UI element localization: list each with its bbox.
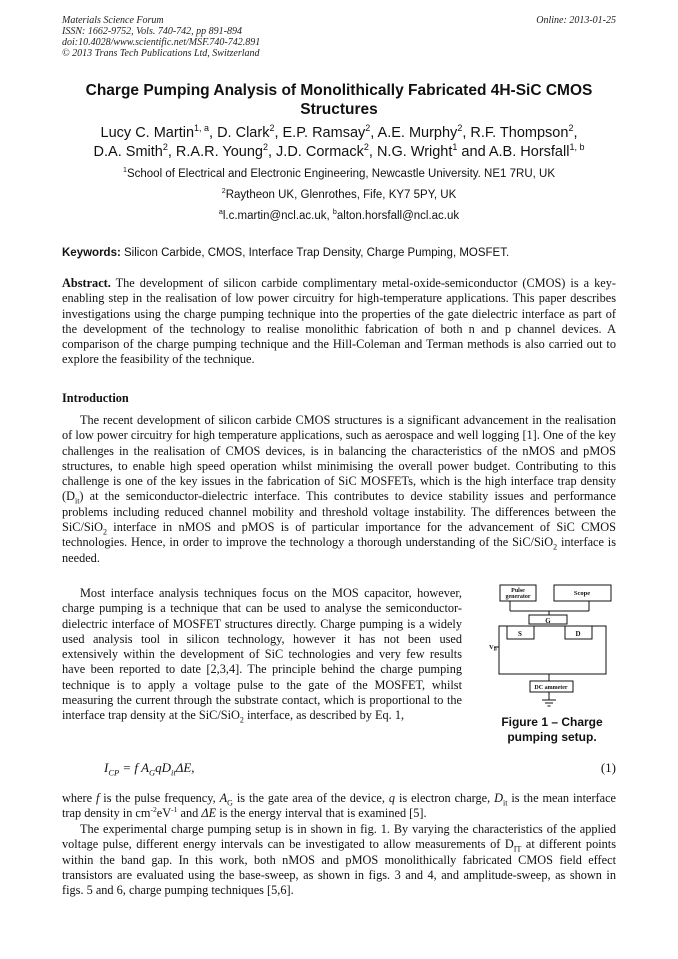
- author: N.G. Wright: [376, 144, 453, 160]
- equation-1: $I_{CP} = f$ $A_GqD_{it}\Delta E$,: [104, 760, 195, 778]
- keywords: [62, 246, 616, 260]
- author: D. Clark: [217, 125, 270, 141]
- author-sup: 2: [568, 123, 574, 134]
- text-run: eV: [156, 806, 172, 821]
- online-date: Online: 2013-01-25: [536, 15, 616, 26]
- symbol: A: [219, 791, 228, 805]
- subscript: 2: [239, 715, 244, 725]
- author-sup: 1: [452, 142, 458, 153]
- intro-paragraph-1: [62, 413, 616, 566]
- drain-label: D: [575, 630, 581, 638]
- author: R.A.R. Young: [175, 144, 263, 160]
- vb-sub: B: [493, 646, 497, 652]
- intro-paragraph-3: [62, 822, 616, 898]
- vb-main: V: [489, 644, 494, 651]
- author-sep: ,: [274, 125, 283, 141]
- figure-caption: Figure 1 – Charge pumping setup.: [501, 715, 603, 744]
- symbol: ΔE: [201, 806, 217, 821]
- author: J.D. Cormack: [276, 144, 364, 160]
- text-run: Most interface analysis techniques focus on the MOS capacitor, however, charge pumping is a technique that can be used to analyse the semiconductor-dielectric interface of MOSFET structures directly. Charge pumping is a widely used analysis tool in silicon technology, however it has not been used extensively within the development of SiC technologies and very few results have been reported to date [2,3,4]. The principle behind the charge pumping technique is to apply a voltage pulse to the gate of the MOSFET, whilst measuring the current through the substrate contact, which is proportional to the interface trap density at the SiC/SiO: [62, 586, 462, 723]
- text-run: and: [177, 806, 202, 821]
- email-sup: b: [332, 208, 337, 217]
- author-sep: and: [457, 144, 489, 160]
- subscript: 2: [103, 527, 108, 537]
- text-run: is the pulse frequency,: [99, 791, 220, 805]
- affiliation-1: [62, 167, 616, 181]
- abstract: [62, 276, 616, 368]
- text-run: The experimental charge pumping setup is in shown in fig. 1. By varying the characteristics of the applied voltage pulse, different energy intervals can be investigated to allow measurements of D: [62, 822, 616, 852]
- superscript: -2: [150, 805, 157, 815]
- author-sup: 1, a: [194, 123, 210, 134]
- text-run: ) at the semiconductor-dielectric interface. This contributes to device stability issues and performance problems including reduced channel mobility and threshold voltage instability. The differences between the SiC/SiO: [62, 489, 616, 535]
- affiliation-sup: 2: [221, 187, 226, 196]
- ammeter-label: DC ammeter: [534, 685, 568, 691]
- generator-label: generator: [505, 594, 531, 600]
- text-run: is electron charge,: [395, 791, 495, 805]
- substrate-box: [499, 626, 606, 674]
- abstract-label: Abstract.: [62, 276, 111, 290]
- affiliation-text: Raytheon UK, Glenrothes, Fife, KY7 5PY, UK: [225, 189, 457, 201]
- author: A.B. Horsfall: [488, 144, 570, 160]
- author-sup: 2: [365, 123, 371, 134]
- subscript: 2: [553, 542, 558, 552]
- email-line: [62, 209, 616, 223]
- text-run: interface is needed.: [62, 535, 616, 565]
- keywords-text: Silicon Carbide, CMOS, Interface Trap Density, Charge Pumping, MOSFET.: [120, 247, 510, 259]
- subscript: G: [227, 798, 233, 808]
- symbol: f: [95, 791, 100, 805]
- equation-number: (1): [600, 760, 616, 775]
- author: A.E. Murphy: [377, 125, 458, 141]
- author: D.A. Smith: [93, 144, 163, 160]
- author-sep: ,: [462, 125, 471, 141]
- author-sup: 2: [363, 142, 369, 153]
- scope-label: Scope: [573, 590, 591, 597]
- email-b[interactable]: alton.horsfall@ncl.ac.uk: [336, 210, 460, 222]
- text-run: is the gate area of the device,: [232, 791, 389, 805]
- charge-pumping-schematic: [489, 582, 616, 707]
- where-paragraph: [62, 791, 616, 822]
- affiliation-sup: 1: [123, 166, 127, 175]
- author: E.P. Ramsay: [282, 125, 366, 141]
- pulse-label: Pulse: [511, 588, 525, 594]
- author-sup: 2: [457, 123, 463, 134]
- text-run: The recent development of silicon carbide CMOS structures is a significant advancement in the realisation of low power circuitry for high temperature applications, such as aerospace and well logging [1]. One of the key challenges in the realisation of CMOS devices, is in balancing the characteristics of the nMOS and pMOS structures, to enable high speed operation whilst minimising the overall power budget. Contributing to this challenge is one of the key issues in the fabrication of SiC MOSFETs, which is the high interface trap density (D: [62, 413, 616, 504]
- text-run: interface, as described by Eq. 1,: [243, 708, 405, 723]
- author-sep: ,: [267, 144, 277, 160]
- affiliation-text: School of Electrical and Electronic Engineering, Newcastle University. NE1 7RU, UK: [126, 168, 555, 180]
- author-sep: ,: [167, 144, 176, 160]
- superscript: -1: [171, 805, 178, 815]
- author-sep: ,: [209, 125, 218, 141]
- email-a[interactable]: l.c.martin@ncl.ac.uk,: [222, 210, 333, 222]
- text-run: where: [62, 791, 96, 805]
- section-heading: Introduction: [62, 391, 129, 405]
- author: Lucy C. Martin: [100, 125, 195, 141]
- intro-paragraph-2: [62, 586, 462, 724]
- subscript: it: [503, 798, 508, 808]
- figure-1-diagram: [489, 582, 616, 707]
- symbol: q: [388, 791, 396, 805]
- text-run: is the energy interval that is examined [5].: [216, 806, 427, 821]
- author-sup: 2: [262, 142, 268, 153]
- author: R.F. Thompson: [470, 125, 569, 141]
- subscript: IT: [513, 844, 522, 854]
- author-sep: ,: [368, 144, 377, 160]
- abstract-text: The development of silicon carbide complimentary metal-oxide-semiconductor (CMOS) is a key-enabling step in the realisation of low power circuitry for high-temperature applications. This paper describes investigations using the charge pumping technique into the properties of the gate dielectric interface as part of the development of the technology to realise monolithic fabrication of both n and p channel devices. A comparison of the charge pumping technique and the Hill-Coleman and Terman methods is also carried out to explore the feasibility of the technique.: [62, 276, 616, 367]
- gate-label: G: [545, 617, 551, 625]
- keywords-label: Keywords:: [62, 247, 121, 259]
- text-run: is the mean interface trap density in cm: [62, 791, 617, 821]
- journal-header: [62, 15, 260, 59]
- subscript: it: [74, 496, 80, 506]
- symbol: D: [494, 791, 504, 805]
- vb-label: [489, 644, 497, 652]
- text-run: interface in nMOS and pMOS is of particular importance for the advancement of SiC CMOS technologies. Hence, in order to improve the technology a thorough understanding of the SiC/SiO: [62, 520, 616, 550]
- author-sep: ,: [573, 125, 578, 141]
- doi-line[interactable]: doi:10.4028/www.scientific.net/MSF.740-742.891: [62, 37, 261, 48]
- email-sup: a: [218, 208, 223, 217]
- author-list: [62, 124, 616, 162]
- issn-line: ISSN: 1662-9752, Vols. 740-742, pp 891-894: [62, 26, 242, 37]
- source-label: S: [518, 630, 522, 638]
- copyright-line: © 2013 Trans Tech Publications Ltd, Switzerland: [62, 48, 260, 59]
- author-sup: 2: [269, 123, 275, 134]
- author-sup: 2: [162, 142, 168, 153]
- author-sup: 1, b: [569, 142, 585, 153]
- author-sep: ,: [370, 125, 378, 141]
- text-run: at different points within the band gap. In this work, both nMOS and pMOS monolithically fabricated CMOS field effect transistors are evaluated using the base-sweep, as shown in figs. 3 and 4, and amplitude-sweep, as shown in figs. 5 and 6, charge pumping techniques [5,6].: [62, 837, 616, 898]
- affiliation-2: [62, 188, 616, 202]
- paper-title: Charge Pumping Analysis of Monolithically Fabricated 4H-SiC CMOS Structures: [85, 82, 593, 118]
- journal-name: Materials Science Forum: [62, 15, 164, 26]
